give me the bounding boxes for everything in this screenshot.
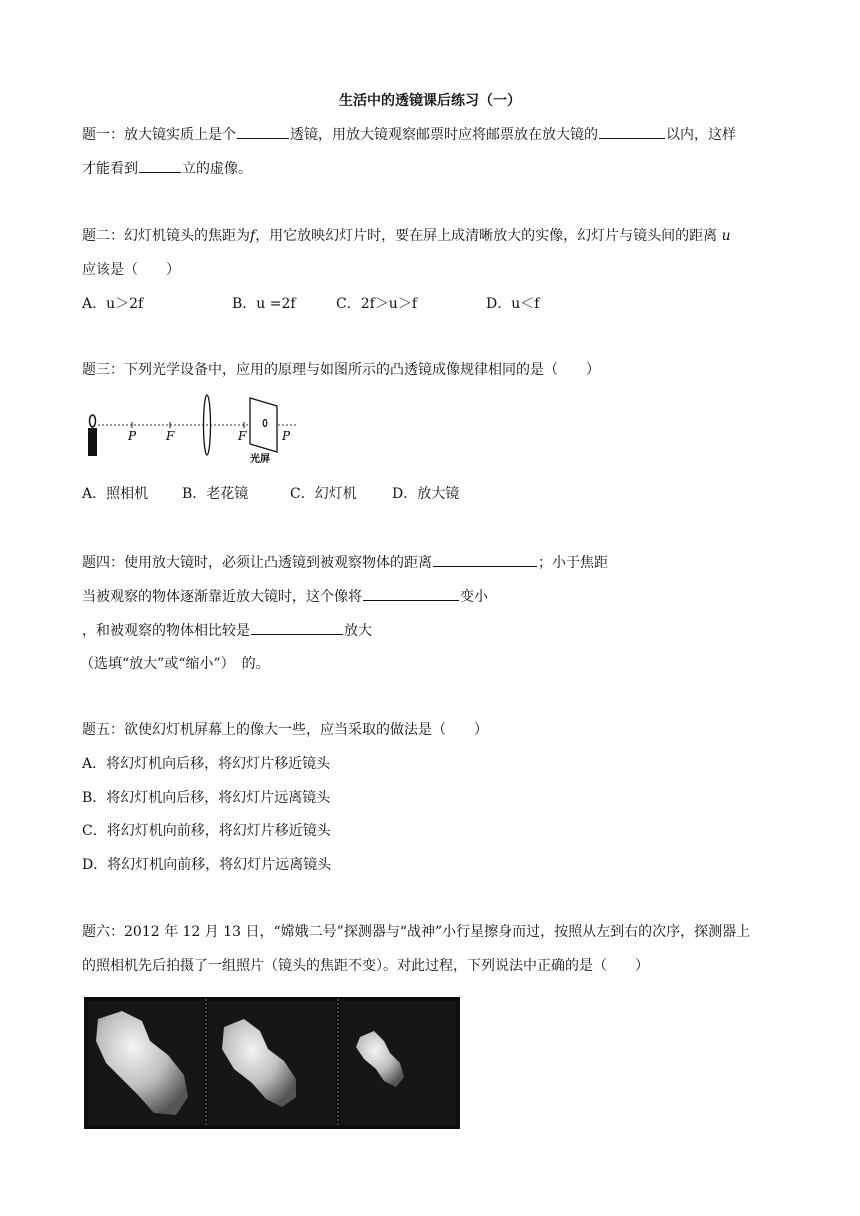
q1-text-c: 以内，这样	[666, 127, 736, 143]
q4-text-b: ；小于焦距	[538, 555, 608, 571]
label-f2: F	[238, 429, 247, 443]
q4-text-d: 变小	[460, 589, 488, 605]
q4-text-e: ，和被观察的物体相比较是	[82, 623, 250, 639]
q1-text-e: 立的虚像。	[182, 161, 252, 177]
q5-option-a: A．将幻灯机向后移，将幻灯片移近镜头	[82, 756, 331, 772]
q1-text-a: 题一：放大镜实质上是个	[82, 127, 236, 143]
q2-option-c: C．2f＞u＞f	[336, 296, 417, 312]
q3-stem: 题三：下列光学设备中，应用的原理与如图所示的凸透镜成像规律相同的是（ ）	[82, 362, 600, 378]
label-f1: F	[166, 429, 175, 443]
q2-options	[82, 294, 539, 314]
q6-line2: 的照相机先后拍摄了一组照片（镜头的焦距不变）。对此过程，下列说法中正确的是（ ）	[82, 958, 649, 974]
q1-line2	[82, 158, 252, 179]
q3-option-c: C．幻灯机	[290, 486, 357, 502]
q3-option-d: D．放大镜	[392, 486, 460, 502]
q5-stem: 题五：欲使幻灯机屏幕上的像大一些，应当采取的做法是（ ）	[82, 722, 488, 738]
q4-text-a: 题四：使用放大镜时，必须让凸透镜到被观察物体的距离	[82, 555, 432, 571]
candle-body	[88, 428, 97, 456]
q2-option-a: A．u＞2f	[82, 296, 144, 312]
q1-line1	[82, 124, 736, 145]
q3-option-b: B．老花镜	[182, 486, 249, 502]
q2-line1	[82, 226, 731, 246]
label-p1: P	[128, 429, 137, 443]
q3-option-a: A．照相机	[82, 486, 149, 502]
asteroid-photo-strip	[84, 997, 460, 1129]
q2-option-b: B．u =2f	[232, 296, 296, 312]
q4-text-c: 当被观察的物体逐渐靠近放大镜时，这个像将	[82, 589, 362, 605]
q2-text-a: 题二：幻灯机镜头的焦距为	[82, 228, 250, 244]
q4-line4: （选填“放大”或“缩小”） 的。	[80, 656, 270, 672]
q1-blank-3	[139, 158, 181, 173]
q2-f: f	[250, 228, 256, 244]
q2-u: u	[721, 228, 731, 244]
asteroid-photos	[84, 997, 460, 1129]
q4-blank-2	[363, 586, 459, 601]
q3-options	[82, 484, 459, 504]
q5-option-b: B．将幻灯机向后移，将幻灯片远离镜头	[82, 790, 331, 806]
q4-blank-3	[251, 620, 343, 635]
q4-text-f: 放大	[344, 623, 372, 639]
page-title: 生活中的透镜课后练习（一）	[339, 93, 521, 109]
q1-text-d: 才能看到	[82, 161, 138, 177]
q4-line1	[82, 552, 608, 573]
lens-diagram	[82, 392, 304, 464]
q5-option-c: C．将幻灯机向前移，将幻灯片移近镜头	[82, 823, 331, 839]
q2-line2: 应该是（ ）	[82, 262, 180, 278]
q2-text-b: ，用它放映幻灯片时，要在屏上成清晰放大的实像，幻灯片与镜头间的距离	[255, 228, 718, 244]
candle-flame	[90, 415, 96, 427]
q5-option-d: D．将幻灯机向前移，将幻灯片远离镜头	[82, 857, 332, 873]
q2-option-d: D．u＜f	[486, 296, 540, 312]
label-p2: P	[282, 429, 291, 443]
q4-blank-1	[433, 552, 537, 567]
q6-line1: 题六：2012 年 12 月 13 日，“嫦娥二号”探测器与“战神”小行星擦身而过，按照从左到右的次序，探测器上	[82, 924, 751, 940]
q1-blank-2	[599, 124, 665, 139]
q1-text-b: 透镜，用放大镜观察邮票时应将邮票放在放大镜的	[290, 127, 598, 143]
q4-line2	[82, 586, 488, 607]
q4-line3	[82, 620, 372, 641]
q1-blank-1	[237, 124, 289, 139]
label-screen: 光屏	[250, 454, 270, 464]
